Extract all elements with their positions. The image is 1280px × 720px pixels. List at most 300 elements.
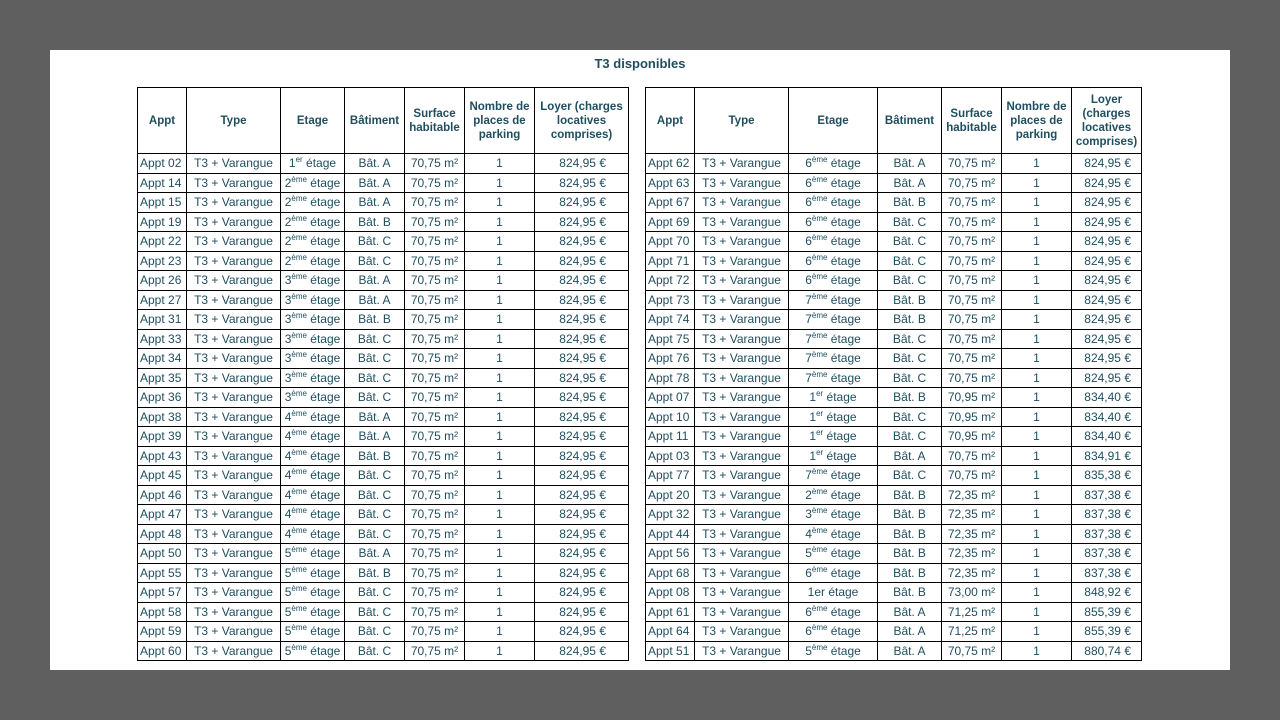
cell-parking: 1 xyxy=(1002,212,1072,232)
table-row xyxy=(646,388,1142,408)
etage-number: 2 xyxy=(805,487,812,502)
table-body-left xyxy=(138,154,629,661)
cell-surface: 70,75 m² xyxy=(405,505,465,525)
cell-surface: 70,75 m² xyxy=(942,310,1002,330)
cell-parking: 1 xyxy=(465,329,535,349)
etage-suffix: ème xyxy=(811,525,828,535)
etage-suffix: ème xyxy=(291,486,307,496)
table-row xyxy=(138,290,629,310)
etage-suffix: ème xyxy=(291,330,307,340)
etage-word: étage xyxy=(827,526,861,541)
etage-number: 6 xyxy=(805,604,812,619)
cell-parking: 1 xyxy=(465,446,535,466)
etage-word: étage xyxy=(306,585,341,600)
etage-word: étage xyxy=(827,546,861,561)
etage-suffix: ème xyxy=(811,545,828,555)
table-row xyxy=(138,602,629,622)
etage-number: 3 xyxy=(284,351,292,366)
cell-etage xyxy=(281,602,345,622)
cell-appt: Appt 44 xyxy=(646,524,695,544)
etage-number: 1 xyxy=(288,156,296,171)
cell-appt: Appt 02 xyxy=(138,154,187,174)
cell-loyer: 824,95 € xyxy=(1072,290,1142,310)
cell-batiment: Bât. C xyxy=(878,212,942,232)
cell-parking: 1 xyxy=(465,271,535,291)
cell-parking: 1 xyxy=(1002,310,1072,330)
cell-parking: 1 xyxy=(1002,173,1072,193)
etage-word: étage xyxy=(306,175,341,190)
etage-word: étage xyxy=(823,448,857,463)
cell-surface: 70,75 m² xyxy=(942,232,1002,252)
cell-batiment: Bât. B xyxy=(345,310,405,330)
cell-etage xyxy=(281,622,345,642)
cell-batiment: Bât. A xyxy=(878,173,942,193)
cell-batiment: Bât. A xyxy=(345,193,405,213)
etage-suffix: ème xyxy=(811,506,828,516)
cell-surface: 70,95 m² xyxy=(942,427,1002,447)
etage-number: 6 xyxy=(805,565,812,580)
table-row xyxy=(646,641,1142,661)
table-row xyxy=(138,622,629,642)
cell-surface: 70,75 m² xyxy=(405,251,465,271)
cell-loyer: 824,95 € xyxy=(535,524,629,544)
etage-number: 2 xyxy=(284,195,292,210)
cell-type: T3 + Varangue xyxy=(695,310,789,330)
cell-loyer: 824,95 € xyxy=(535,563,629,583)
cell-type: T3 + Varangue xyxy=(187,329,281,349)
etage-word: étage xyxy=(827,331,861,346)
etage-suffix: er xyxy=(816,389,824,399)
cell-batiment: Bât. C xyxy=(345,329,405,349)
cell-appt: Appt 62 xyxy=(646,154,695,174)
cell-batiment: Bât. A xyxy=(878,622,942,642)
document-sheet xyxy=(50,50,1230,670)
cell-appt: Appt 08 xyxy=(646,583,695,603)
etage-number: 7 xyxy=(805,370,812,385)
cell-parking: 1 xyxy=(465,505,535,525)
etage-number: 5 xyxy=(284,643,292,658)
table-row xyxy=(646,368,1142,388)
etage-suffix: ème xyxy=(811,291,828,301)
table-row xyxy=(646,193,1142,213)
etage-suffix: ème xyxy=(811,603,828,613)
cell-appt: Appt 58 xyxy=(138,602,187,622)
etage-number: 5 xyxy=(284,585,292,600)
table-row xyxy=(646,446,1142,466)
cell-type: T3 + Varangue xyxy=(187,544,281,564)
header-loyer: Loyer (charges locatives comprises) xyxy=(535,88,629,154)
cell-etage xyxy=(281,544,345,564)
etage-suffix: ème xyxy=(811,252,828,262)
cell-type: T3 + Varangue xyxy=(695,349,789,369)
header-batiment: Bâtiment xyxy=(878,88,942,154)
cell-surface: 70,75 m² xyxy=(405,641,465,661)
cell-appt: Appt 61 xyxy=(646,602,695,622)
etage-number: 2 xyxy=(284,175,292,190)
cell-appt: Appt 55 xyxy=(138,563,187,583)
etage-suffix: ème xyxy=(291,428,307,438)
cell-etage xyxy=(281,641,345,661)
cell-parking: 1 xyxy=(465,641,535,661)
cell-type: T3 + Varangue xyxy=(187,310,281,330)
cell-type: T3 + Varangue xyxy=(187,193,281,213)
cell-appt: Appt 45 xyxy=(138,466,187,486)
etage-word: étage xyxy=(306,565,341,580)
cell-appt: Appt 56 xyxy=(646,544,695,564)
etage-suffix: ème xyxy=(291,623,307,633)
etage-suffix: ème xyxy=(291,525,307,535)
cell-parking: 1 xyxy=(465,563,535,583)
cell-parking: 1 xyxy=(1002,602,1072,622)
cell-batiment: Bât. C xyxy=(345,368,405,388)
table-row xyxy=(646,407,1142,427)
cell-appt: Appt 20 xyxy=(646,485,695,505)
etage-word: étage xyxy=(306,292,341,307)
header-parking: Nombre de places de parking xyxy=(465,88,535,154)
etage-suffix: ème xyxy=(291,467,307,477)
etage-suffix: ème xyxy=(811,564,828,574)
cell-parking: 1 xyxy=(1002,622,1072,642)
etage-word: étage xyxy=(306,409,341,424)
table-row xyxy=(138,641,629,661)
cell-type: T3 + Varangue xyxy=(187,290,281,310)
table-row xyxy=(646,466,1142,486)
cell-type: T3 + Varangue xyxy=(187,641,281,661)
cell-etage xyxy=(789,505,878,525)
cell-etage xyxy=(789,329,878,349)
table-row xyxy=(138,349,629,369)
etage-word: étage xyxy=(306,604,341,619)
cell-etage xyxy=(789,388,878,408)
cell-parking: 1 xyxy=(465,368,535,388)
etage-suffix: ème xyxy=(291,642,307,652)
etage-number: 6 xyxy=(805,214,812,229)
header-appt: Appt xyxy=(646,88,695,154)
table-header-row xyxy=(646,88,1142,154)
etage-number: 3 xyxy=(284,273,292,288)
cell-loyer: 824,95 € xyxy=(535,212,629,232)
etage-number: 4 xyxy=(284,468,292,483)
cell-batiment: Bât. A xyxy=(878,602,942,622)
table-row xyxy=(646,232,1142,252)
cell-surface: 70,75 m² xyxy=(942,368,1002,388)
cell-loyer: 824,95 € xyxy=(1072,271,1142,291)
etage-word: étage xyxy=(823,409,857,424)
cell-type: T3 + Varangue xyxy=(187,524,281,544)
etage-suffix: er xyxy=(816,408,824,418)
cell-surface: 70,75 m² xyxy=(405,349,465,369)
cell-appt: Appt 50 xyxy=(138,544,187,564)
cell-batiment: Bât. A xyxy=(345,271,405,291)
cell-etage xyxy=(281,329,345,349)
cell-surface: 70,75 m² xyxy=(405,368,465,388)
cell-etage xyxy=(789,173,878,193)
cell-batiment: Bât. C xyxy=(345,485,405,505)
etage-word: étage xyxy=(306,526,341,541)
etage-word: étage xyxy=(306,643,341,658)
cell-batiment: Bât. A xyxy=(878,446,942,466)
etage-word: étage xyxy=(827,604,861,619)
cell-loyer: 824,95 € xyxy=(535,232,629,252)
cell-loyer: 824,95 € xyxy=(535,193,629,213)
etage-word: étage xyxy=(306,351,341,366)
etage-number: 4 xyxy=(284,429,292,444)
etage-word: étage xyxy=(827,253,861,268)
cell-parking: 1 xyxy=(1002,583,1072,603)
cell-loyer: 824,95 € xyxy=(535,407,629,427)
cell-appt: Appt 59 xyxy=(138,622,187,642)
cell-type: T3 + Varangue xyxy=(695,466,789,486)
cell-loyer: 837,38 € xyxy=(1072,544,1142,564)
table-row xyxy=(646,349,1142,369)
cell-batiment: Bât. B xyxy=(345,446,405,466)
cell-appt: Appt 23 xyxy=(138,251,187,271)
cell-type: T3 + Varangue xyxy=(695,563,789,583)
cell-type: T3 + Varangue xyxy=(695,583,789,603)
etage-number: 6 xyxy=(805,175,812,190)
cell-etage xyxy=(789,193,878,213)
cell-batiment: Bât. C xyxy=(878,232,942,252)
header-parking: Nombre de places de parking xyxy=(1002,88,1072,154)
cell-etage xyxy=(281,290,345,310)
table-row xyxy=(138,446,629,466)
cell-batiment: Bât. A xyxy=(345,427,405,447)
cell-etage xyxy=(789,641,878,661)
cell-surface: 70,75 m² xyxy=(405,466,465,486)
cell-etage xyxy=(281,232,345,252)
cell-parking: 1 xyxy=(1002,271,1072,291)
cell-loyer: 834,40 € xyxy=(1072,427,1142,447)
cell-batiment: Bât. C xyxy=(345,232,405,252)
table-row xyxy=(646,251,1142,271)
cell-type: T3 + Varangue xyxy=(695,446,789,466)
cell-parking: 1 xyxy=(1002,329,1072,349)
etage-word: étage xyxy=(827,487,861,502)
etage-suffix: ème xyxy=(811,369,828,379)
cell-parking: 1 xyxy=(1002,544,1072,564)
etage-number: 5 xyxy=(805,546,812,561)
table-row xyxy=(138,154,629,174)
cell-surface: 70,75 m² xyxy=(405,427,465,447)
cell-type: T3 + Varangue xyxy=(695,290,789,310)
table-row xyxy=(138,310,629,330)
etage-number: 4 xyxy=(284,487,292,502)
etage-word: étage xyxy=(823,390,857,405)
etage-suffix: er xyxy=(295,155,303,165)
cell-parking: 1 xyxy=(465,349,535,369)
cell-loyer: 880,74 € xyxy=(1072,641,1142,661)
etage-number: 3 xyxy=(805,507,812,522)
cell-batiment: Bât. C xyxy=(878,329,942,349)
etage-suffix: ème xyxy=(811,311,828,321)
etage-number: 2 xyxy=(284,214,292,229)
etage-number: 4 xyxy=(284,409,292,424)
etage-number: 4 xyxy=(284,448,292,463)
cell-appt: Appt 70 xyxy=(646,232,695,252)
table-row xyxy=(138,368,629,388)
cell-parking: 1 xyxy=(1002,427,1072,447)
cell-appt: Appt 14 xyxy=(138,173,187,193)
etage-number: 7 xyxy=(805,468,812,483)
cell-etage xyxy=(789,427,878,447)
etage-number: 3 xyxy=(284,292,292,307)
etage-number: 1 xyxy=(809,409,817,424)
cell-batiment: Bât. C xyxy=(878,368,942,388)
cell-batiment: Bât. C xyxy=(878,466,942,486)
table-row xyxy=(138,427,629,447)
cell-batiment: Bât. C xyxy=(878,427,942,447)
cell-surface: 70,75 m² xyxy=(942,193,1002,213)
cell-appt: Appt 51 xyxy=(646,641,695,661)
etage-suffix: ème xyxy=(291,506,307,516)
etage-word: étage xyxy=(827,156,861,171)
cell-type: T3 + Varangue xyxy=(695,622,789,642)
table-row xyxy=(646,154,1142,174)
cell-surface: 71,25 m² xyxy=(942,602,1002,622)
cell-appt: Appt 69 xyxy=(646,212,695,232)
table-row xyxy=(138,583,629,603)
cell-appt: Appt 74 xyxy=(646,310,695,330)
etage-word: étage xyxy=(306,429,341,444)
cell-type: T3 + Varangue xyxy=(695,232,789,252)
cell-type: T3 + Varangue xyxy=(187,368,281,388)
cell-batiment: Bât. C xyxy=(345,251,405,271)
cell-batiment: Bât. C xyxy=(345,466,405,486)
cell-type: T3 + Varangue xyxy=(695,173,789,193)
etage-number: 7 xyxy=(805,312,812,327)
etage-word: étage xyxy=(827,214,861,229)
cell-loyer: 824,95 € xyxy=(1072,368,1142,388)
cell-appt: Appt 11 xyxy=(646,427,695,447)
cell-appt: Appt 19 xyxy=(138,212,187,232)
cell-loyer: 824,95 € xyxy=(535,154,629,174)
cell-loyer: 824,95 € xyxy=(535,544,629,564)
etage-suffix: ème xyxy=(291,233,307,243)
header-surface: Surface habitable xyxy=(942,88,1002,154)
cell-type: T3 + Varangue xyxy=(695,602,789,622)
cell-etage xyxy=(789,407,878,427)
etage-word: étage xyxy=(306,624,341,639)
cell-type: T3 + Varangue xyxy=(187,212,281,232)
etage-number: 1 xyxy=(809,448,817,463)
etage-number: 3 xyxy=(284,370,292,385)
cell-loyer: 824,95 € xyxy=(535,641,629,661)
cell-type: T3 + Varangue xyxy=(695,427,789,447)
cell-loyer: 824,95 € xyxy=(1072,232,1142,252)
cell-etage xyxy=(281,193,345,213)
etage-number: 6 xyxy=(805,156,812,171)
cell-appt: Appt 57 xyxy=(138,583,187,603)
cell-appt: Appt 35 xyxy=(138,368,187,388)
cell-batiment: Bât. C xyxy=(345,622,405,642)
etage-word: étage xyxy=(306,195,341,210)
table-row xyxy=(646,524,1142,544)
cell-loyer: 848,92 € xyxy=(1072,583,1142,603)
cell-loyer: 855,39 € xyxy=(1072,602,1142,622)
cell-appt: Appt 31 xyxy=(138,310,187,330)
cell-type: T3 + Varangue xyxy=(695,388,789,408)
cell-batiment: Bât. B xyxy=(878,485,942,505)
cell-type: T3 + Varangue xyxy=(187,466,281,486)
cell-parking: 1 xyxy=(465,310,535,330)
table-row xyxy=(138,173,629,193)
cell-appt: Appt 64 xyxy=(646,622,695,642)
cell-batiment: Bât. C xyxy=(345,641,405,661)
cell-loyer: 824,95 € xyxy=(535,251,629,271)
table-row xyxy=(138,232,629,252)
cell-loyer: 824,95 € xyxy=(1072,329,1142,349)
cell-appt: Appt 72 xyxy=(646,271,695,291)
cell-type: T3 + Varangue xyxy=(187,232,281,252)
etage-number: 7 xyxy=(805,292,812,307)
table-row xyxy=(646,602,1142,622)
etage-word: étage xyxy=(306,370,341,385)
etage-suffix: ème xyxy=(291,584,307,594)
cell-surface: 72,35 m² xyxy=(942,485,1002,505)
cell-loyer: 837,38 € xyxy=(1072,524,1142,544)
page-title: T3 disponibles xyxy=(594,56,686,71)
etage-suffix: ème xyxy=(811,350,828,360)
cell-surface: 70,75 m² xyxy=(405,446,465,466)
cell-batiment: Bât. B xyxy=(345,212,405,232)
cell-surface: 70,75 m² xyxy=(405,212,465,232)
cell-parking: 1 xyxy=(465,154,535,174)
cell-parking: 1 xyxy=(465,173,535,193)
cell-surface: 70,75 m² xyxy=(942,329,1002,349)
cell-parking: 1 xyxy=(1002,563,1072,583)
cell-batiment: Bât. C xyxy=(345,349,405,369)
cell-parking: 1 xyxy=(465,544,535,564)
cell-type: T3 + Varangue xyxy=(187,485,281,505)
cell-etage xyxy=(789,368,878,388)
etage-word: étage xyxy=(827,273,861,288)
cell-surface: 70,75 m² xyxy=(405,583,465,603)
etage-word: étage xyxy=(827,370,861,385)
table-row xyxy=(138,505,629,525)
cell-batiment: Bât. B xyxy=(878,524,942,544)
table-row xyxy=(138,212,629,232)
header-etage: Etage xyxy=(789,88,878,154)
cell-type: T3 + Varangue xyxy=(695,407,789,427)
cell-batiment: Bât. B xyxy=(878,388,942,408)
cell-type: T3 + Varangue xyxy=(695,524,789,544)
cell-etage xyxy=(281,446,345,466)
cell-surface: 70,75 m² xyxy=(942,290,1002,310)
cell-parking: 1 xyxy=(465,583,535,603)
cell-parking: 1 xyxy=(465,524,535,544)
table-row xyxy=(138,485,629,505)
table-row xyxy=(138,388,629,408)
cell-type: T3 + Varangue xyxy=(187,251,281,271)
cell-etage xyxy=(789,524,878,544)
etage-word: étage xyxy=(306,214,341,229)
cell-surface: 70,75 m² xyxy=(405,407,465,427)
etage-number: 3 xyxy=(284,390,292,405)
cell-etage xyxy=(281,583,345,603)
cell-etage xyxy=(789,290,878,310)
cell-etage xyxy=(281,505,345,525)
cell-etage xyxy=(281,368,345,388)
table-row xyxy=(138,466,629,486)
cell-etage xyxy=(789,271,878,291)
cell-etage xyxy=(789,446,878,466)
cell-batiment: Bât. A xyxy=(345,407,405,427)
cell-loyer: 824,95 € xyxy=(535,310,629,330)
cell-type: T3 + Varangue xyxy=(695,251,789,271)
cell-etage xyxy=(789,154,878,174)
cell-etage xyxy=(789,251,878,271)
cell-type: T3 + Varangue xyxy=(695,154,789,174)
